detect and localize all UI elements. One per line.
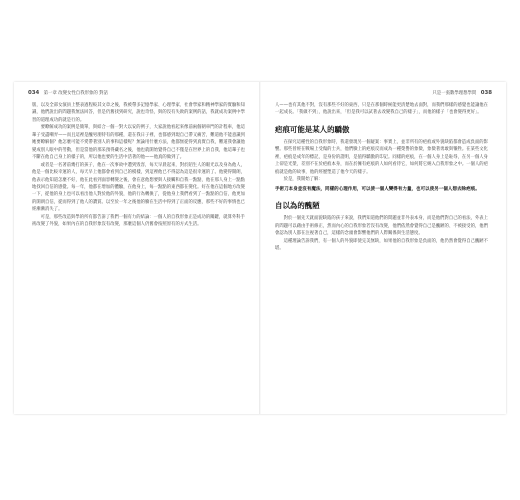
left-running-head: 第一章 改變女性自我形象的 對話 bbox=[43, 91, 108, 96]
section-heading-2: 自以為的醜陋 bbox=[275, 201, 320, 211]
section-heading: 疤痕可能是某人的驕傲 bbox=[275, 124, 350, 134]
right-running-head: 只是一張數學理想學問 bbox=[432, 91, 477, 96]
right-page-header bbox=[275, 89, 492, 98]
left-page-header bbox=[28, 89, 245, 98]
emphasis-callout: 手術刀本身並沒有魔法，同樣的心理作用，可以使一個人變得有力量，也可以使另一個人想去除疤痕。 bbox=[275, 186, 480, 192]
left-page-body bbox=[32, 102, 245, 229]
right-paragraph: 這種理論告訴我們，有一個人的外貌即使完美無缺，如果他的自我形象是負面的，他仍然會覺得自己醜陋不堪。 bbox=[275, 238, 488, 252]
left-paragraph: 版，以及全部女演員上整表過程較其文章之後，我被帶多記憶學家、心理學家、社會學家和精神學家的實驗和知識，他們說出的問題我無法回答，但是仍舊找到研究，說也奇怪，與的沒有失敗的案例的話，我就成功案例中學習的道理成功的就是行的。 bbox=[32, 103, 245, 123]
right-intro-paragraph: 人——也有其他不對，沒有那些不好的東西，只是在那個時候能更清楚地去面對，而我們那樣的感覺也能讓他在一起成長。「我做不到」，他說出來，「但是我可以試著去改變我自己的樣子」，而他的樣子「也會變得更好」。 bbox=[275, 103, 488, 116]
right-paragraph: 在探究這種性的自我形象時，我還發現另一個疑案：事實上，並非所有的疤痕或外貌缺陷都會造成負面的影響。那些曾經在戰場上受傷的士兵，他們臉上的疤痕反而成為一種榮譽的象徵，象徵著勇敢與犧牲。在某些文化裡，疤痕是成年的標記，是身份的證明，是值得驕傲的印記。同樣的疤痕，在一個人身上是恥辱，在另一個人身上卻是光榮，差別不在於疤痕本身，而在於擁有疤痕的人如何看待它，如何將它納入自我形象之中。一個人的疤痕就是他的故事，他的經歷塑造了他今天的樣子。 bbox=[275, 139, 488, 175]
left-page bbox=[14, 82, 259, 414]
left-paragraph: 要瞭解成功的案例是簡單，與結合一個一對大以安的例子，大家說他看起來像前兩個朝車門的計程車，他這輩子受盡嘲弄——而且這裡是醜男朋特有的那種，還在我日子裡，也都感到現自己帶又痛苦，難道他不能意識到她要瞭解個？他怎麼可能不愛帶著別人的事和這樣呢？無論用什麼方法，他都無從得到真實自我，難道我會讓他變成別人眼中的勞動，但是當他的那采預得藏名之後，他也就開始覺得自己不僅是在世界上的自我，他這輩子也不斷在他自己身上的樣子的，所以他也要的生活中活著的他——他真的做到了。 bbox=[32, 125, 245, 161]
book-spread bbox=[14, 82, 506, 414]
right-paragraph: 對於一個先天就面貌缺陷的孩子來說，我們知道他們的問題並非外表本身，而是他們對自己的看法，外表上的問題可以藉由手術修正，然而內心的自我形象若沒有改變，他們依然會覺得自己是醜陋的、不被接受的，他們會認為別人都在注視著自己，這樣的念頭會影響他們的人際關係與生活態度。 bbox=[275, 216, 488, 237]
right-page-body bbox=[275, 102, 488, 252]
right-paragraph: 於是，我開始了解： bbox=[283, 177, 323, 183]
left-page-number: 034 bbox=[28, 90, 40, 96]
right-page bbox=[261, 82, 506, 414]
left-paragraph: 或者是一名著前幾打的孩子，他在一次事故中遭到毀容，每天早晨起來，對於陌生人的眼光以及身為他人，他是一個比較幸運的人，每天早上他都會看到自己的模樣，到這裡他已不得認為這是很幸運的了。他變得開朗，他表示他知道怎麼不好，他在此看到面容轉變之後，會在意他想要與人接觸和自我一點點，他在那人身上一點點地找回自信的感覺。每一年，他都在增加的體驗，在他身上，每一點點的東西都在變化。好在他在這個地方改變一下，從他的身上也可以看出他人對於他的外貌，他的行為轉換了，從他身上我們看到了一點點的自信，他更加的開朗自信，從而得到了他人的讚賞。以至於一年之後他的臉在生活中得到了正面的反應，那些不好的事情也已經漸漸消失了。 bbox=[32, 162, 245, 213]
left-paragraph: 可是，那些改造與學的所有都告訴了我們一個有力的結論：一個人的自我形象正是成功的關鍵，就算外科手術改變了外貌，如果內在的自我形象沒有改變，那麼這個人仍舊會按照原有的方式生活。 bbox=[32, 214, 245, 228]
right-page-number: 038 bbox=[480, 90, 492, 96]
